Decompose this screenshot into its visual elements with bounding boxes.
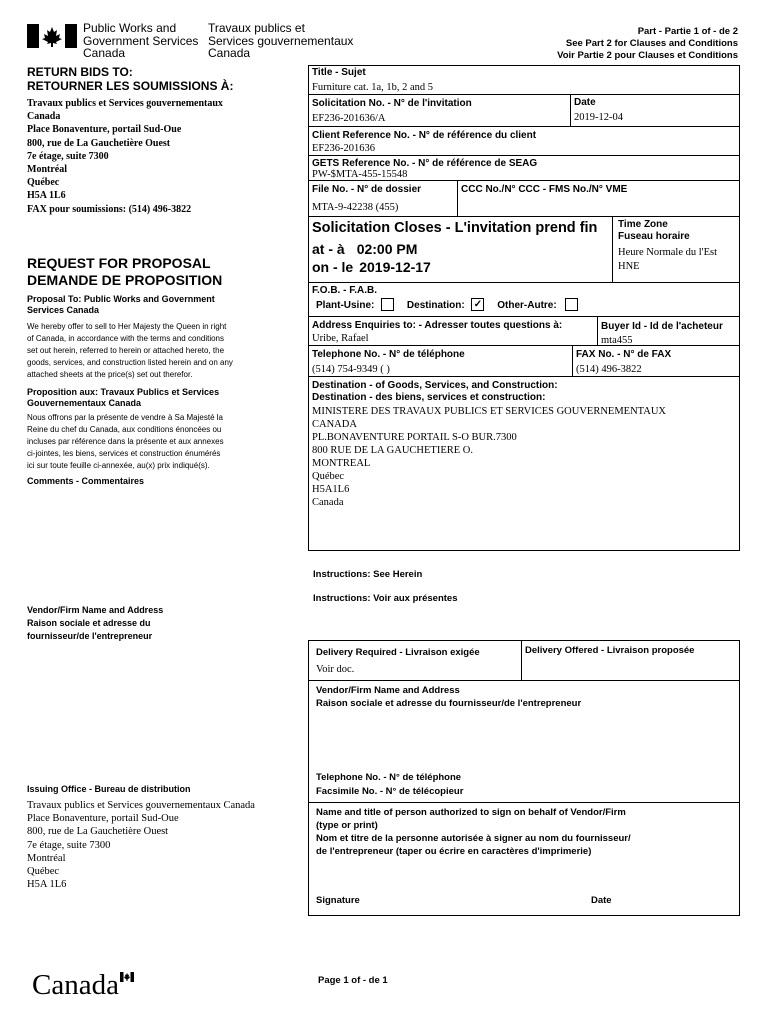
solicitation-closes-label: Solicitation Closes - L'invitation prend fin [312, 220, 598, 236]
wordmark-flag-icon [120, 972, 134, 982]
authorized-person-label: Name and title of person authorized to sign on behalf of Vendor/Firm (type or print) Nom et titre de la personne autorisée à signer au nom du fournisseur/ de l'entrepreneur (taper ou écrire en caractères d'imprimerie) [316, 807, 631, 857]
enquiries-value: Uribe, Rafael [312, 333, 369, 344]
title-value: Furniture cat. 1a, 1b, 2 and 5 [312, 82, 434, 93]
gets-reference-label: GETS Reference No. - N° de référence de SEAG [312, 158, 538, 169]
delivery-offered-label: Delivery Offered - Livraison proposée [525, 645, 695, 656]
date-label: Date [574, 97, 596, 108]
canada-flag-logo [27, 24, 77, 48]
plant-checkbox[interactable] [381, 298, 394, 311]
solicitation-no-label: Solicitation No. - N° de l'invitation [312, 98, 472, 109]
destination-checkbox[interactable] [471, 298, 484, 311]
destination-label-en: Destination - of Goods, Services, and Construction: [312, 380, 558, 391]
vendor-firm-label-fr: Raison sociale et adresse du fournisseur/de l'entrepreneur [316, 698, 582, 709]
fax-value: (514) 496-3822 [576, 364, 642, 375]
signature-date-label: Date [591, 895, 612, 906]
vendor-telephone-label: Telephone No. - N° de téléphone [316, 772, 462, 783]
proposal-to-en: Proposal To: Public Works and Government Services Canada [27, 294, 215, 315]
closing-date: on - le 2019-12-17 [312, 259, 431, 275]
client-reference-label: Client Reference No. - N° de référence du client [312, 130, 537, 141]
issuing-office-address: Travaux publics et Services gouvernementaux Canada Place Bonaventure, portail Sud-Oue 800, rue de La Gauchetière Ouest 7e étage, suite 7300 Montréal Québec H5A 1L6 [27, 800, 255, 891]
fob-options: Plant-Usine: Destination: ✓ Other-Autre: [316, 299, 578, 312]
vendor-facsimile-label: Facsimile No. - N° de télécopieur [316, 786, 464, 797]
offer-text-en: We hereby offer to sell to Her Majesty the Queen in right of Canada, in accordance with the terms and conditions set out herein, referred to herein or attached hereto, the goods, services, and construction listed herein and on any attached sheets at the price(s) set out therefor. [27, 322, 233, 379]
closing-time: at - à 02:00 PM [312, 241, 418, 257]
canada-wordmark: Canada [32, 968, 119, 1002]
gets-reference-value: PW-$MTA-455-15548 [312, 169, 408, 180]
return-bids-address: Travaux publics et Services gouvernementaux Canada Place Bonaventure, portail Sud-Oue 800, rue de La Gauchetière Ouest 7e étage, suite 7300 Montréal Québec H5A 1L6 FAX pour soumissions: (514) 496-3822 [27, 98, 223, 215]
client-reference-value: EF236-201636 [312, 143, 375, 154]
delivery-required-value: Voir doc. [316, 664, 355, 675]
rfp-title: REQUEST FOR PROPOSAL DEMANDE DE PROPOSITION [27, 255, 223, 288]
return-bids-title: RETURN BIDS TO: RETOURNER LES SOUMISSIONS À: [27, 65, 234, 93]
comments-label: Comments - Commentaires [27, 476, 145, 486]
buyer-id-label: Buyer Id - Id de l'acheteur [601, 321, 723, 332]
instructions-fr: Instructions: Voir aux présentes [313, 593, 458, 604]
file-no-label: File No. - N° de dossier [312, 184, 422, 195]
department-name-fr: Travaux publics et Services gouvernementaux Canada [208, 21, 354, 60]
solicitation-no-value: EF236-201636/A [312, 113, 386, 124]
enquiries-label: Address Enquiries to: - Adresser toutes questions à: [312, 320, 563, 331]
instructions-en: Instructions: See Herein [313, 569, 423, 580]
issuing-office-label: Issuing Office - Bureau de distribution [27, 784, 191, 794]
other-checkbox[interactable] [565, 298, 578, 311]
destination-address: MINISTERE DES TRAVAUX PUBLICS ET SERVICES GOUVERNEMENTAUX CANADA PL.BONAVENTURE PORTAIL S-O BUR.7300 800 RUE DE LA GAUCHETIERE O. MONTREAL Québec H5A1L6 Canada [312, 406, 666, 508]
title-label: Title - Sujet [312, 67, 366, 78]
vendor-firm-label-left: Vendor/Firm Name and Address Raison sociale et adresse du fournisseur/de l'entrepreneur [27, 605, 164, 641]
page-number: Page 1 of - de 1 [318, 975, 388, 986]
date-value: 2019-12-04 [574, 112, 623, 123]
telephone-label: Telephone No. - N° de téléphone [312, 349, 465, 360]
checkmark-icon: ✓ [473, 299, 483, 310]
vendor-firm-label-en: Vendor/Firm Name and Address [316, 685, 460, 696]
part-indicator: Part - Partie 1 of - de 2 See Part 2 for Clauses and Conditions Voir Partie 2 pour Clauses et Conditions [557, 26, 738, 61]
buyer-id-value: mta455 [601, 335, 633, 346]
destination-label-fr: Destination - des biens, services et construction: [312, 392, 546, 403]
fax-label: FAX No. - N° de FAX [576, 349, 672, 360]
signature-label: Signature [316, 895, 360, 906]
delivery-required-label: Delivery Required - Livraison exigée [316, 647, 480, 658]
time-zone-value: Heure Normale du l'Est HNE [618, 247, 717, 272]
ccc-no-label: CCC No./N° CCC - FMS No./N° VME [461, 184, 628, 195]
proposal-to-fr: Proposition aux: Travaux Publics et Services Gouvernementaux Canada [27, 387, 220, 408]
file-no-value: MTA-9-42238 (455) [312, 202, 399, 213]
telephone-value: (514) 754-9349 ( ) [312, 364, 390, 375]
time-zone-label: Time Zone Fuseau horaire [618, 219, 690, 242]
offer-text-fr: Nous offrons par la présente de vendre à Sa Majesté la Reine du chef du Canada, aux conditions énoncées ou incluses par référence dans la présente et aux annexes ci-jointes, les biens, services et construction énumérés ici sur toute feuille ci-annexée, au(x) prix indiqué(s). [27, 413, 224, 470]
fob-label: F.O.B. - F.A.B. [312, 285, 377, 296]
department-name-en: Public Works and Government Services Canada [83, 21, 199, 60]
